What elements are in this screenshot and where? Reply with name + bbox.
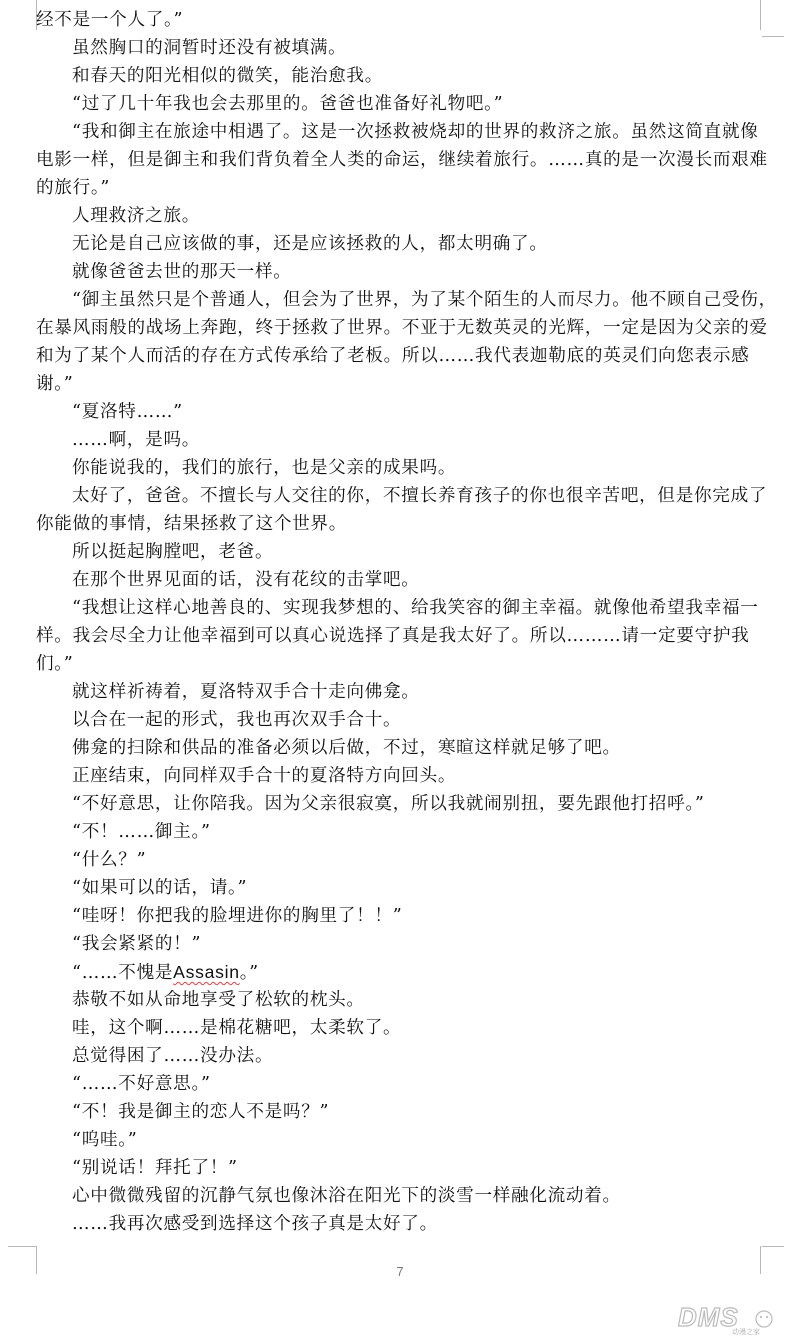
text-line: 哇，这个啊……是棉花糖吧，太柔软了。 xyxy=(72,1018,402,1038)
text-line: 心中微微残留的沉静气氛也像沐浴在阳光下的淡雪一样融化流动着。 xyxy=(72,1186,621,1206)
text-line: 样。我会尽全力让他幸福到可以真心说选择了真是我太好了。所以………请一定要守护我 xyxy=(36,626,750,646)
text-line: 所以挺起胸膛吧，老爸。 xyxy=(72,542,274,562)
watermark-eye-icon xyxy=(760,1316,762,1318)
text-line: 以合在一起的形式，我也再次双手合十。 xyxy=(72,710,402,730)
crop-mark-bottom-left-horizontal xyxy=(8,1246,36,1247)
text-line: 人理救济之旅。 xyxy=(72,206,201,226)
text-line: “如果可以的话，请。” xyxy=(72,878,248,898)
text-line: 在那个世界见面的话，没有花纹的击掌吧。 xyxy=(72,570,420,590)
text-line: 就像爸爸去世的那天一样。 xyxy=(72,262,292,282)
text-line: 太好了，爸爸。不擅长与人交往的你，不擅长养育孩子的你也很辛苦吧，但是你完成了 xyxy=(72,486,768,506)
text-line: 和为了某个人而活的存在方式传承给了老板。所以……我代表迦勒底的英灵们向您表示感 xyxy=(36,346,750,366)
document-body xyxy=(36,6,777,1238)
text-line: 谢。” xyxy=(36,374,74,394)
text-line: “别说话！拜托了！” xyxy=(72,1158,238,1178)
text-line: 的旅行。” xyxy=(36,178,111,198)
watermark-sub-text: 动漫之家 xyxy=(732,1328,760,1335)
text-line: “过了几十年我也会去那里的。爸爸也准备好礼物吧。” xyxy=(72,94,504,114)
text-line: 你能说我的，我们的旅行，也是父亲的成果吗。 xyxy=(72,458,457,478)
watermark-face-icon xyxy=(756,1311,772,1327)
text-line: “……不好意思。” xyxy=(72,1074,211,1094)
watermark-logo-text: DMS xyxy=(678,1302,739,1332)
text-line: “御主虽然只是个普通人，但会为了世界，为了某个陌生的人而尽力。他不顾自己受伤， xyxy=(72,290,777,310)
watermark-eye-icon xyxy=(766,1316,768,1318)
text-line: “不！我是御主的恋人不是吗？” xyxy=(72,1102,330,1122)
line-text-after: 。” xyxy=(239,963,259,983)
text-line: 电影一样，但是御主和我们背负着全人类的命运，继续着旅行。……真的是一次漫长而艰难 xyxy=(36,150,768,170)
text-line: 就这样祈祷着，夏洛特双手合十走向佛龛。 xyxy=(72,682,420,702)
crop-mark-top-right-horizontal xyxy=(762,36,784,37)
text-line: “不好意思，让你陪我。因为父亲很寂寞，所以我就闹别扭，要先跟他打招呼。” xyxy=(72,794,705,814)
line-text-before: “……不愧是 xyxy=(72,963,174,983)
text-line: “哇呀！你把我的脸埋进你的胸里了！！” xyxy=(72,906,403,926)
text-line: 正座结束，向同样双手合十的夏洛特方向回头。 xyxy=(72,766,457,786)
crop-mark-bottom-right-horizontal xyxy=(762,1246,784,1247)
text-line: 经不是一个人了。” xyxy=(36,10,184,30)
text-line: 恭敬不如从命地享受了松软的枕头。 xyxy=(72,990,365,1010)
text-line: “夏洛特……” xyxy=(72,402,183,422)
text-line: 无论是自己应该做的事，还是应该拯救的人，都太明确了。 xyxy=(72,234,548,254)
text-line xyxy=(36,958,762,986)
text-line: “我和御主在旅途中相遇了。这是一次拯救被烧却的世界的救济之旅。虽然这简直就像 xyxy=(72,122,759,142)
text-line: “什么？” xyxy=(72,850,147,870)
text-line: “不！……御主。” xyxy=(72,822,211,842)
text-line: ……啊，是吗。 xyxy=(72,430,201,450)
text-line: 总觉得困了……没办法。 xyxy=(72,1046,274,1066)
text-line: “呜哇。” xyxy=(72,1130,138,1150)
text-line: 虽然胸口的洞暂时还没有被填满。 xyxy=(72,38,347,58)
dms-watermark-logo xyxy=(672,1299,784,1335)
text-line: 和春天的阳光相似的微笑，能治愈我。 xyxy=(72,66,383,86)
text-line: ……我再次感受到选择这个孩子真是太好了。 xyxy=(72,1214,438,1234)
text-line: “我会紧紧的！” xyxy=(72,934,202,954)
text-line: 们。” xyxy=(36,654,74,674)
text-line: 你能做的事情，结果拯救了这个世界。 xyxy=(36,514,347,534)
text-line: “我想让这样心地善良的、实现我梦想的、给我笑容的御主幸福。就像他希望我幸福一 xyxy=(72,598,759,618)
page-number: 7 xyxy=(396,1264,404,1279)
spellcheck-flagged-word: Assasin xyxy=(173,962,240,982)
text-line: 在暴风雨般的战场上奔跑，终于拯救了世界。不亚于无数英灵的光辉，一定是因为父亲的爱 xyxy=(36,318,768,338)
text-line: 佛龛的扫除和供品的准备必须以后做，不过，寒暄这样就足够了吧。 xyxy=(72,738,621,758)
